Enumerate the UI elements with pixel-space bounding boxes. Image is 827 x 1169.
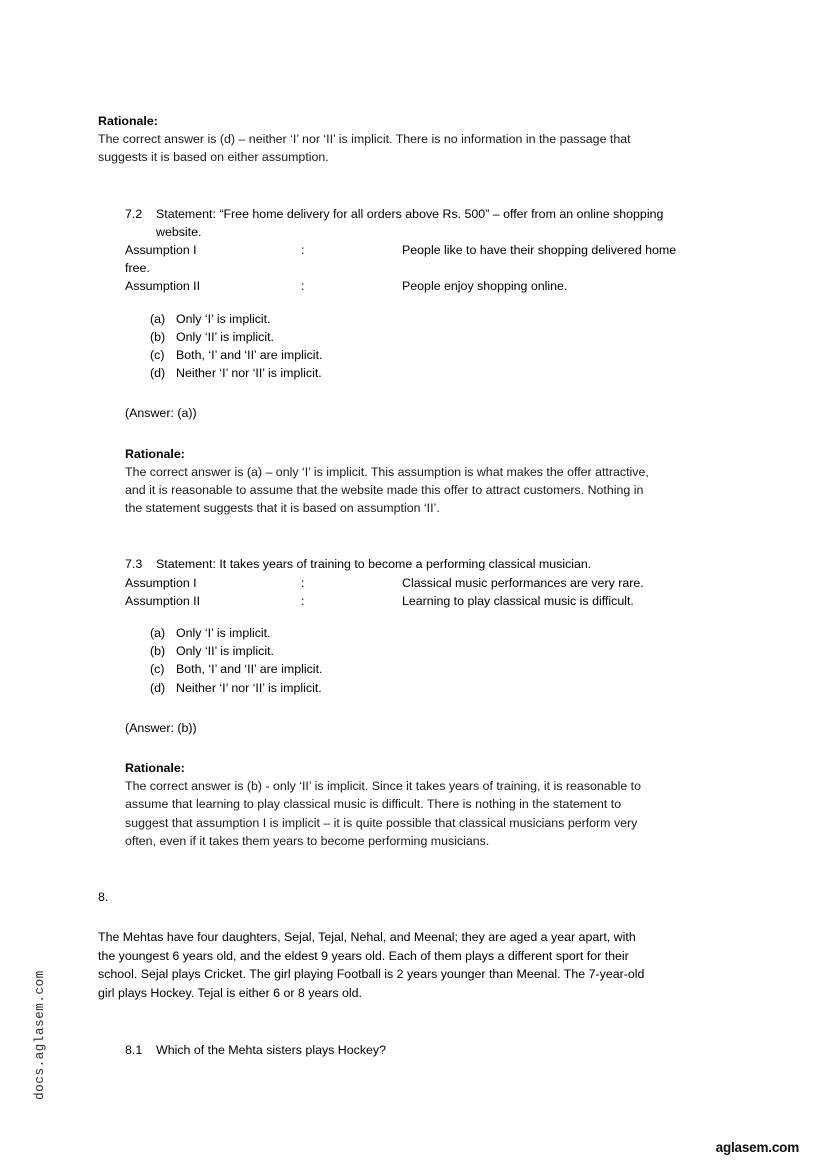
spacer [98,1003,738,1041]
rationale-71-line-2: suggests it is based on either assumption. [98,150,329,165]
rationale-heading: Rationale: [98,114,158,128]
question-block-8 [98,888,738,1059]
assumption-1-colon: : [301,243,305,258]
rationale-73-line-4: often, even if it takes them years to become performing musicians. [125,833,490,848]
option-letter: (b) [150,644,166,659]
question-73-assumption-1 [125,574,738,592]
spacer [98,906,738,928]
question-73-assumption-2 [125,592,738,610]
option-text: Only ‘I’ is implicit. [176,626,271,641]
option-item [150,624,738,642]
option-text: Only ‘II’ is implicit. [176,644,274,659]
assumption-1-colon: : [301,575,305,590]
rationale-72-line-1: The correct answer is (a) – only ‘I’ is implicit. This assumption is what makes the offer attractive, [125,464,649,479]
assumption-2-label: Assumption II [125,279,201,294]
option-text: Neither ‘I’ nor ‘II’ is implicit. [176,366,322,381]
rationale-72-line-3: the statement suggests that it is based on assumption ‘II’. [125,501,440,516]
spacer [98,737,738,759]
rationale-71-line-1: The correct answer is (d) – neither ‘I’ nor ‘II’ is implicit. There is no information in the passage that [98,132,631,147]
spacer [98,697,738,719]
assumption-1-label: Assumption I [125,243,197,258]
option-letter: (c) [150,662,165,677]
option-text: Both, ‘I’ and ‘II’ are implicit. [176,662,323,677]
spacer [98,850,738,888]
assumption-2-colon: : [301,279,305,294]
question-8-passage-line-2: the youngest 6 years old, and the eldest 9 years old. Each of them plays a different sport for their [98,948,629,963]
option-item [150,679,738,697]
option-letter: (a) [150,311,166,326]
assumption-1-value: Classical music performances are very rare. [402,575,644,590]
rationale-73-line-1: The correct answer is (b) - only ‘II’ is implicit. Since it takes years of training, it is reasonable to [125,779,642,794]
option-item [150,364,738,382]
question-8-passage-line-4: girl plays Hockey. Tejal is either 6 or 8 years old. [98,986,362,1001]
option-item [150,346,738,364]
question-block-72 [98,205,738,423]
question-72-answer: (Answer: (a)) [125,406,197,421]
question-8-number: 8. [98,890,109,905]
question-72-options [150,310,738,383]
question-72-statement-line-1 [125,205,738,223]
assumption-2-value: People enjoy shopping online. [402,279,568,294]
assumption-1-label: Assumption I [125,575,197,590]
option-item [150,328,738,346]
question-73-number: 7.3 [125,557,143,572]
assumption-2-label: Assumption II [125,593,201,608]
question-81 [125,1041,738,1059]
option-text: Only ‘II’ is implicit. [176,329,274,344]
question-72-statement-text: Statement: “Free home delivery for all orders above Rs. 500” – offer from an online shopping [156,206,664,221]
rationale-block-72 [98,445,738,518]
question-72-statement-line-2 [125,223,738,241]
rationale-72-line-2: and it is reasonable to assume that the website made this offer to attract customers. Nothing in [125,483,644,498]
question-72-assumption-1-continuation [125,259,738,277]
option-letter: (c) [150,348,165,363]
option-text: Neither ‘I’ nor ‘II’ is implicit. [176,680,322,695]
spacer [98,517,738,555]
assumption-1-value: People like to have their shopping delivered home [402,243,677,258]
rationale-73-line-2: assume that learning to play classical music is difficult. There is nothing in the statement to [125,797,622,812]
option-item [150,310,738,328]
option-letter: (d) [150,366,166,381]
assumption-1-value-line-2: free. [125,261,150,276]
option-text: Both, ‘I’ and ‘II’ are implicit. [176,348,323,363]
side-watermark-text: docs.aglasem.com [33,970,47,1100]
option-letter: (a) [150,626,166,641]
question-73-statement [125,555,738,573]
question-73-statement-text: Statement: It takes years of training to become a performing classical musician. [156,557,592,572]
rationale-block-71 [98,112,738,167]
question-73-answer: (Answer: (b)) [125,720,197,735]
spacer [98,296,738,310]
option-text: Only ‘I’ is implicit. [176,311,271,326]
option-item [150,642,738,660]
question-73-options [150,624,738,697]
document-content [98,112,738,1059]
rationale-73-line-3: suggest that assumption I is implicit – it is quite possible that classical musicians perform very [125,815,638,830]
question-8-passage-line-1: The Mehtas have four daughters, Sejal, Tejal, Nehal, and Meenal; they are aged a year apart, with [98,930,636,945]
question-8-passage-line-3: school. Sejal plays Cricket. The girl playing Football is 2 years younger than Meenal. The 7-year-old [98,967,645,982]
option-item [150,660,738,678]
question-81-number: 8.1 [125,1042,143,1057]
spacer [98,382,738,404]
side-watermark [0,0,47,1169]
question-72-statement-continuation: website. [156,224,202,239]
question-72-number: 7.2 [125,206,143,221]
question-81-text: Which of the Mehta sisters plays Hockey? [156,1042,387,1057]
footer-logo: aglasem.com [715,1140,799,1155]
spacer [98,423,738,445]
option-letter: (b) [150,329,166,344]
rationale-block-73 [98,759,738,850]
assumption-2-value: Learning to play classical music is difficult. [402,593,634,608]
question-72-assumption-1 [125,241,738,259]
assumption-2-colon: : [301,593,305,608]
spacer [98,167,738,205]
rationale-heading: Rationale: [125,761,185,776]
rationale-heading: Rationale: [125,446,185,461]
option-letter: (d) [150,680,166,695]
question-block-73 [98,555,738,737]
spacer [98,610,738,624]
question-72-assumption-2 [125,277,738,295]
